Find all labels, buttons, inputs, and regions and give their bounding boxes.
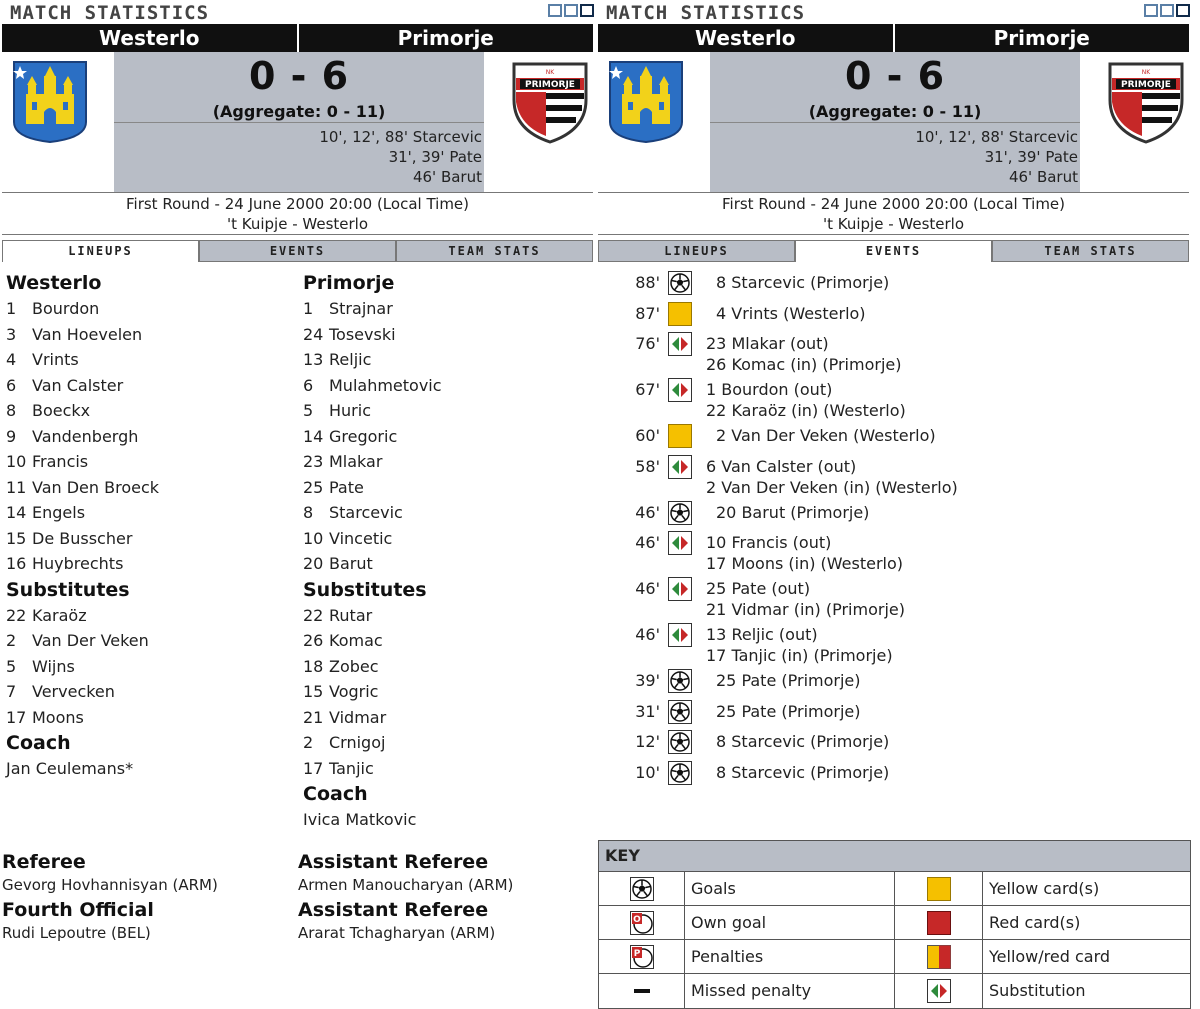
player-row bbox=[303, 730, 593, 756]
team-heading: Primorje bbox=[303, 272, 395, 294]
event-text: 17 Tanjic (in) (Primorje) bbox=[706, 646, 893, 665]
yellow-red-card-icon bbox=[895, 940, 983, 973]
player-name: Van Den Broeck bbox=[32, 477, 160, 497]
player-name: Gregoric bbox=[329, 426, 398, 446]
tab-events[interactable]: EVENTS bbox=[795, 240, 992, 262]
window-icon[interactable] bbox=[1176, 4, 1190, 17]
player-row bbox=[303, 322, 593, 348]
player-row bbox=[6, 424, 296, 450]
event-minute: 46' bbox=[635, 502, 660, 522]
tab-lineups[interactable]: LINEUPS bbox=[2, 240, 199, 262]
shirt-number: 6 bbox=[303, 375, 314, 395]
player-name: Rutar bbox=[329, 605, 373, 625]
referee-name: Gevorg Hovhannisyan (ARM) bbox=[2, 876, 218, 894]
shirt-number: 22 bbox=[303, 605, 324, 625]
yellow-card-icon bbox=[668, 302, 692, 326]
player-name: Vincetic bbox=[329, 528, 393, 548]
event-text: 25 Pate (Primorje) bbox=[716, 671, 861, 690]
svg-text:P: P bbox=[633, 948, 640, 959]
player-row bbox=[6, 398, 296, 424]
match-info bbox=[598, 192, 1189, 234]
player-row bbox=[6, 347, 296, 373]
player-name: Reljic bbox=[329, 350, 372, 369]
player-row bbox=[6, 500, 296, 526]
player-name: Bourdon bbox=[32, 299, 100, 318]
substitution-icon bbox=[668, 378, 692, 402]
event-text: 17 Moons (in) (Westerlo) bbox=[706, 554, 904, 573]
player-row bbox=[6, 296, 296, 322]
aggregate-score: (Aggregate: 0 - 11) bbox=[808, 102, 982, 121]
player-name: Francis bbox=[32, 452, 89, 471]
fourth-official-label: Fourth Official bbox=[2, 899, 154, 921]
westerlo-crest-icon bbox=[12, 60, 88, 144]
player-name: Komac bbox=[329, 631, 383, 650]
coach-name: Ivica Matkovic bbox=[303, 810, 417, 829]
player-row bbox=[6, 654, 296, 680]
assistant-referee-name: Armen Manoucharyan (ARM) bbox=[298, 876, 514, 894]
shirt-number: 24 bbox=[303, 324, 324, 344]
window-icon[interactable] bbox=[1144, 4, 1158, 17]
aggregate-score: (Aggregate: 0 - 11) bbox=[212, 102, 386, 121]
divider bbox=[2, 234, 593, 235]
away-team-name: Primorje bbox=[297, 24, 594, 52]
goal-icon bbox=[668, 700, 692, 724]
team-heading: Westerlo bbox=[6, 272, 102, 294]
window-icon[interactable] bbox=[1160, 4, 1174, 17]
player-row bbox=[303, 705, 593, 731]
goal-scorers-line: 46' Barut bbox=[1008, 168, 1078, 186]
shirt-number: 5 bbox=[303, 401, 314, 420]
yellow-card-icon bbox=[668, 424, 692, 448]
player-name: Moons bbox=[32, 707, 84, 727]
window-icon[interactable] bbox=[580, 4, 594, 17]
player-name: Barut bbox=[329, 554, 373, 573]
svg-text:PRIMORJE: PRIMORJE bbox=[525, 80, 575, 90]
player-name: Pate bbox=[329, 477, 364, 497]
substitution-icon bbox=[668, 455, 692, 479]
tab-events[interactable]: EVENTS bbox=[199, 240, 396, 262]
player-name: Vidmar bbox=[329, 707, 387, 727]
coach-heading: Coach bbox=[303, 783, 368, 805]
home-team-name: Westerlo bbox=[99, 26, 200, 50]
event-text: 2 Van Der Veken (in) (Westerlo) bbox=[706, 477, 958, 497]
event-minute: 76' bbox=[635, 334, 660, 353]
fourth-official-block bbox=[2, 898, 292, 944]
shirt-number: 8 bbox=[6, 401, 17, 420]
player-name: Vandenbergh bbox=[32, 426, 139, 446]
key-label: Penalties bbox=[685, 940, 895, 973]
key-row bbox=[599, 906, 1190, 940]
player-row bbox=[6, 373, 296, 399]
shirt-number: 25 bbox=[303, 477, 324, 497]
player-name: Karaöz bbox=[32, 605, 87, 625]
assistant-referee-label: Assistant Referee bbox=[298, 851, 489, 873]
shirt-number: 7 bbox=[6, 682, 17, 701]
tab-team-stats[interactable]: TEAM STATS bbox=[992, 240, 1189, 262]
tab-bar bbox=[598, 240, 1189, 262]
goal-scorers-line: 46' Barut bbox=[412, 168, 482, 186]
player-row bbox=[303, 500, 593, 526]
event-text: 6 Van Calster (out) bbox=[706, 456, 857, 476]
key-row bbox=[599, 872, 1190, 906]
shirt-number: 4 bbox=[6, 350, 17, 369]
shirt-number: 17 bbox=[303, 758, 324, 778]
score: 0 - 6 bbox=[844, 54, 946, 98]
yellow-card-icon bbox=[895, 872, 983, 905]
player-row bbox=[303, 475, 593, 501]
match-venue: 't Kuipje - Westerlo bbox=[822, 215, 965, 233]
match-panel-events bbox=[598, 0, 1194, 1009]
event-text: 22 Karaöz (in) (Westerlo) bbox=[706, 401, 906, 420]
shirt-number: 8 bbox=[303, 503, 314, 522]
player-name: Engels bbox=[32, 503, 86, 522]
coach-heading: Coach bbox=[6, 732, 71, 754]
goal-scorers-line: 10', 12', 88' Starcevic bbox=[319, 128, 482, 146]
event-text: 25 Pate (Primorje) bbox=[716, 701, 861, 721]
key-row bbox=[599, 974, 1190, 1008]
assistant-referee-block bbox=[298, 850, 588, 896]
player-name: Huric bbox=[329, 401, 371, 420]
player-row bbox=[303, 551, 593, 577]
divider bbox=[598, 234, 1189, 235]
shirt-number: 23 bbox=[303, 452, 324, 471]
home-team-name: Westerlo bbox=[695, 26, 796, 50]
event-text: 26 Komac (in) (Primorje) bbox=[706, 355, 902, 374]
goal-icon bbox=[599, 872, 685, 905]
event-text: 23 Mlakar (out) bbox=[706, 334, 829, 353]
event-text: 20 Barut (Primorje) bbox=[716, 502, 870, 522]
shirt-number: 2 bbox=[303, 733, 314, 752]
player-name: Huybrechts bbox=[32, 554, 124, 573]
player-row bbox=[303, 373, 593, 399]
key-label: Goals bbox=[685, 872, 895, 905]
event-minute: 46' bbox=[635, 579, 660, 598]
away-team-name: Primorje bbox=[893, 24, 1190, 52]
player-row bbox=[6, 679, 296, 705]
event-text: 8 Starcevic (Primorje) bbox=[716, 762, 890, 782]
event-minute: 88' bbox=[635, 273, 660, 292]
panel-title-bar bbox=[598, 0, 1194, 24]
player-name: Van Calster bbox=[32, 375, 124, 395]
event-minute: 87' bbox=[635, 303, 660, 323]
divider bbox=[114, 122, 484, 123]
shirt-number: 26 bbox=[303, 631, 324, 650]
shirt-number: 17 bbox=[6, 707, 27, 727]
event-text: 8 Starcevic (Primorje) bbox=[716, 273, 890, 292]
goal-scorers-line: 31', 39' Pate bbox=[388, 148, 482, 166]
event-minute: 46' bbox=[635, 533, 660, 552]
player-row bbox=[303, 654, 593, 680]
event-minute: 46' bbox=[635, 625, 660, 644]
player-row bbox=[303, 679, 593, 705]
event-text: 8 Starcevic (Primorje) bbox=[716, 732, 890, 751]
window-controls bbox=[548, 4, 594, 17]
divider bbox=[710, 122, 1080, 123]
tab-lineups[interactable]: LINEUPS bbox=[598, 240, 795, 262]
tab-team-stats[interactable]: TEAM STATS bbox=[396, 240, 593, 262]
substitution-icon bbox=[668, 577, 692, 601]
primorje-crest-icon bbox=[1106, 60, 1186, 144]
key-label: Substitution bbox=[989, 981, 1086, 1000]
key-row bbox=[599, 940, 1190, 974]
westerlo-crest-icon bbox=[608, 60, 684, 144]
away-lineup bbox=[303, 270, 593, 832]
player-row bbox=[6, 526, 296, 552]
shirt-number: 15 bbox=[303, 682, 324, 701]
goal-icon bbox=[668, 669, 692, 693]
player-name: Wijns bbox=[32, 656, 75, 676]
goal-icon bbox=[668, 501, 692, 525]
shirt-number: 5 bbox=[6, 656, 17, 676]
shirt-number: 9 bbox=[6, 426, 17, 446]
match-info bbox=[2, 192, 593, 234]
player-row bbox=[6, 705, 296, 731]
key-label: Missed penalty bbox=[685, 974, 895, 1008]
shirt-number: 6 bbox=[6, 375, 17, 395]
shirt-number: 2 bbox=[6, 631, 17, 650]
score: 0 - 6 bbox=[248, 54, 350, 98]
shirt-number: 21 bbox=[303, 707, 324, 727]
match-venue: 't Kuipje - Westerlo bbox=[226, 215, 369, 233]
key-label: Yellow/red card bbox=[989, 947, 1111, 966]
player-row bbox=[303, 449, 593, 475]
substitutes-heading: Substitutes bbox=[6, 578, 130, 601]
referee-block bbox=[2, 850, 292, 896]
missed-penalty-icon bbox=[599, 974, 685, 1008]
match-date: First Round - 24 June 2000 20:00 (Local Time) bbox=[721, 195, 1066, 213]
event-text: 25 Pate (out) bbox=[706, 579, 811, 598]
substitutes-heading: Substitutes bbox=[303, 578, 427, 601]
goal-scorers-line: 10', 12', 88' Starcevic bbox=[915, 128, 1078, 146]
player-name: Tanjic bbox=[329, 758, 374, 778]
tab-bar bbox=[2, 240, 593, 262]
player-row bbox=[303, 628, 593, 654]
player-row bbox=[6, 603, 296, 629]
referee-label: Referee bbox=[2, 851, 86, 873]
panel-title: MATCH STATISTICS bbox=[606, 2, 806, 24]
assistant-referee-block bbox=[298, 898, 588, 944]
player-name: Vrints bbox=[32, 350, 79, 369]
panel-title-bar bbox=[2, 0, 598, 24]
goal-icon bbox=[668, 761, 692, 785]
event-text: 21 Vidmar (in) (Primorje) bbox=[706, 600, 905, 619]
shirt-number: 18 bbox=[303, 656, 324, 676]
window-controls bbox=[1144, 4, 1190, 17]
event-minute: 67' bbox=[635, 380, 660, 399]
assistant-referee-label: Assistant Referee bbox=[298, 899, 489, 921]
coach-name: Jan Ceulemans* bbox=[6, 759, 134, 778]
own-goal-icon bbox=[599, 906, 685, 939]
assistant-referee-name: Ararat Tchagharyan (ARM) bbox=[298, 924, 496, 942]
event-text: 2 Van Der Veken (Westerlo) bbox=[716, 426, 936, 445]
player-name: Starcevic bbox=[329, 503, 403, 522]
player-name: Crnigoj bbox=[329, 733, 386, 752]
player-name: De Busscher bbox=[32, 528, 133, 548]
match-panel-lineups bbox=[2, 0, 598, 1009]
event-minute: 39' bbox=[635, 671, 660, 690]
shirt-number: 22 bbox=[6, 605, 27, 625]
shirt-number: 13 bbox=[303, 350, 324, 369]
goal-icon bbox=[668, 271, 692, 295]
event-text: 4 Vrints (Westerlo) bbox=[716, 303, 866, 323]
window-icon[interactable] bbox=[548, 4, 562, 17]
player-row bbox=[6, 475, 296, 501]
shirt-number: 16 bbox=[6, 554, 27, 573]
shirt-number: 1 bbox=[303, 299, 314, 318]
player-row bbox=[303, 424, 593, 450]
match-date: First Round - 24 June 2000 20:00 (Local Time) bbox=[125, 195, 470, 213]
shirt-number: 11 bbox=[6, 477, 27, 497]
player-row bbox=[303, 398, 593, 424]
player-row bbox=[6, 449, 296, 475]
player-name: Mulahmetovic bbox=[329, 375, 442, 395]
player-row bbox=[303, 347, 593, 373]
primorje-crest-icon bbox=[510, 60, 590, 144]
player-row bbox=[303, 603, 593, 629]
shirt-number: 20 bbox=[303, 554, 324, 573]
goal-icon bbox=[668, 730, 692, 754]
shirt-number: 1 bbox=[6, 299, 17, 318]
event-text: 10 Francis (out) bbox=[706, 533, 832, 552]
shirt-number: 14 bbox=[303, 426, 324, 446]
panel-title: MATCH STATISTICS bbox=[10, 2, 210, 24]
event-minute: 58' bbox=[635, 456, 660, 476]
event-minute: 60' bbox=[635, 426, 660, 445]
player-row bbox=[6, 628, 296, 654]
player-name: Vogric bbox=[329, 682, 379, 701]
key-label: Own goal bbox=[685, 906, 895, 939]
player-name: Van Hoevelen bbox=[32, 324, 143, 344]
team-bar bbox=[598, 24, 1189, 52]
player-name: Mlakar bbox=[329, 452, 383, 471]
svg-text:PRIMORJE: PRIMORJE bbox=[1121, 80, 1171, 90]
penalty-icon bbox=[599, 940, 685, 973]
svg-text:O: O bbox=[632, 914, 641, 925]
event-text: 1 Bourdon (out) bbox=[706, 380, 833, 399]
goal-scorers-line: 31', 39' Pate bbox=[984, 148, 1078, 166]
key-label: Red card(s) bbox=[989, 913, 1081, 932]
key-legend bbox=[598, 840, 1191, 1009]
player-row bbox=[303, 296, 593, 322]
shirt-number: 14 bbox=[6, 503, 27, 522]
player-name: Boeckx bbox=[32, 401, 91, 420]
event-minute: 10' bbox=[635, 762, 660, 782]
player-name: Van Der Veken bbox=[32, 631, 149, 650]
key-label: Yellow card(s) bbox=[989, 879, 1100, 898]
red-card-icon bbox=[895, 906, 983, 939]
player-name: Strajnar bbox=[329, 299, 393, 318]
substitution-icon bbox=[668, 623, 692, 647]
shirt-number: 3 bbox=[6, 324, 17, 344]
window-icon[interactable] bbox=[564, 4, 578, 17]
player-name: Vervecken bbox=[32, 682, 115, 701]
event-text: 13 Reljic (out) bbox=[706, 625, 818, 644]
shirt-number: 15 bbox=[6, 528, 27, 548]
fourth-official-name: Rudi Lepoutre (BEL) bbox=[2, 924, 151, 942]
team-bar bbox=[2, 24, 593, 52]
shirt-number: 10 bbox=[303, 528, 324, 548]
substitution-icon bbox=[668, 531, 692, 555]
player-row bbox=[303, 526, 593, 552]
player-name: Tosevski bbox=[329, 324, 396, 344]
player-name: Zobec bbox=[329, 656, 379, 676]
player-row bbox=[6, 551, 296, 577]
substitution-icon bbox=[668, 332, 692, 356]
svg-text:NK: NK bbox=[1141, 69, 1151, 76]
player-row bbox=[6, 322, 296, 348]
home-lineup bbox=[6, 270, 296, 781]
substitution-icon bbox=[895, 974, 983, 1008]
player-row bbox=[303, 756, 593, 782]
svg-text:NK: NK bbox=[545, 69, 555, 76]
key-title: KEY bbox=[599, 841, 1190, 872]
event-minute: 12' bbox=[635, 732, 660, 751]
event-minute: 31' bbox=[635, 701, 660, 721]
shirt-number: 10 bbox=[6, 452, 27, 471]
